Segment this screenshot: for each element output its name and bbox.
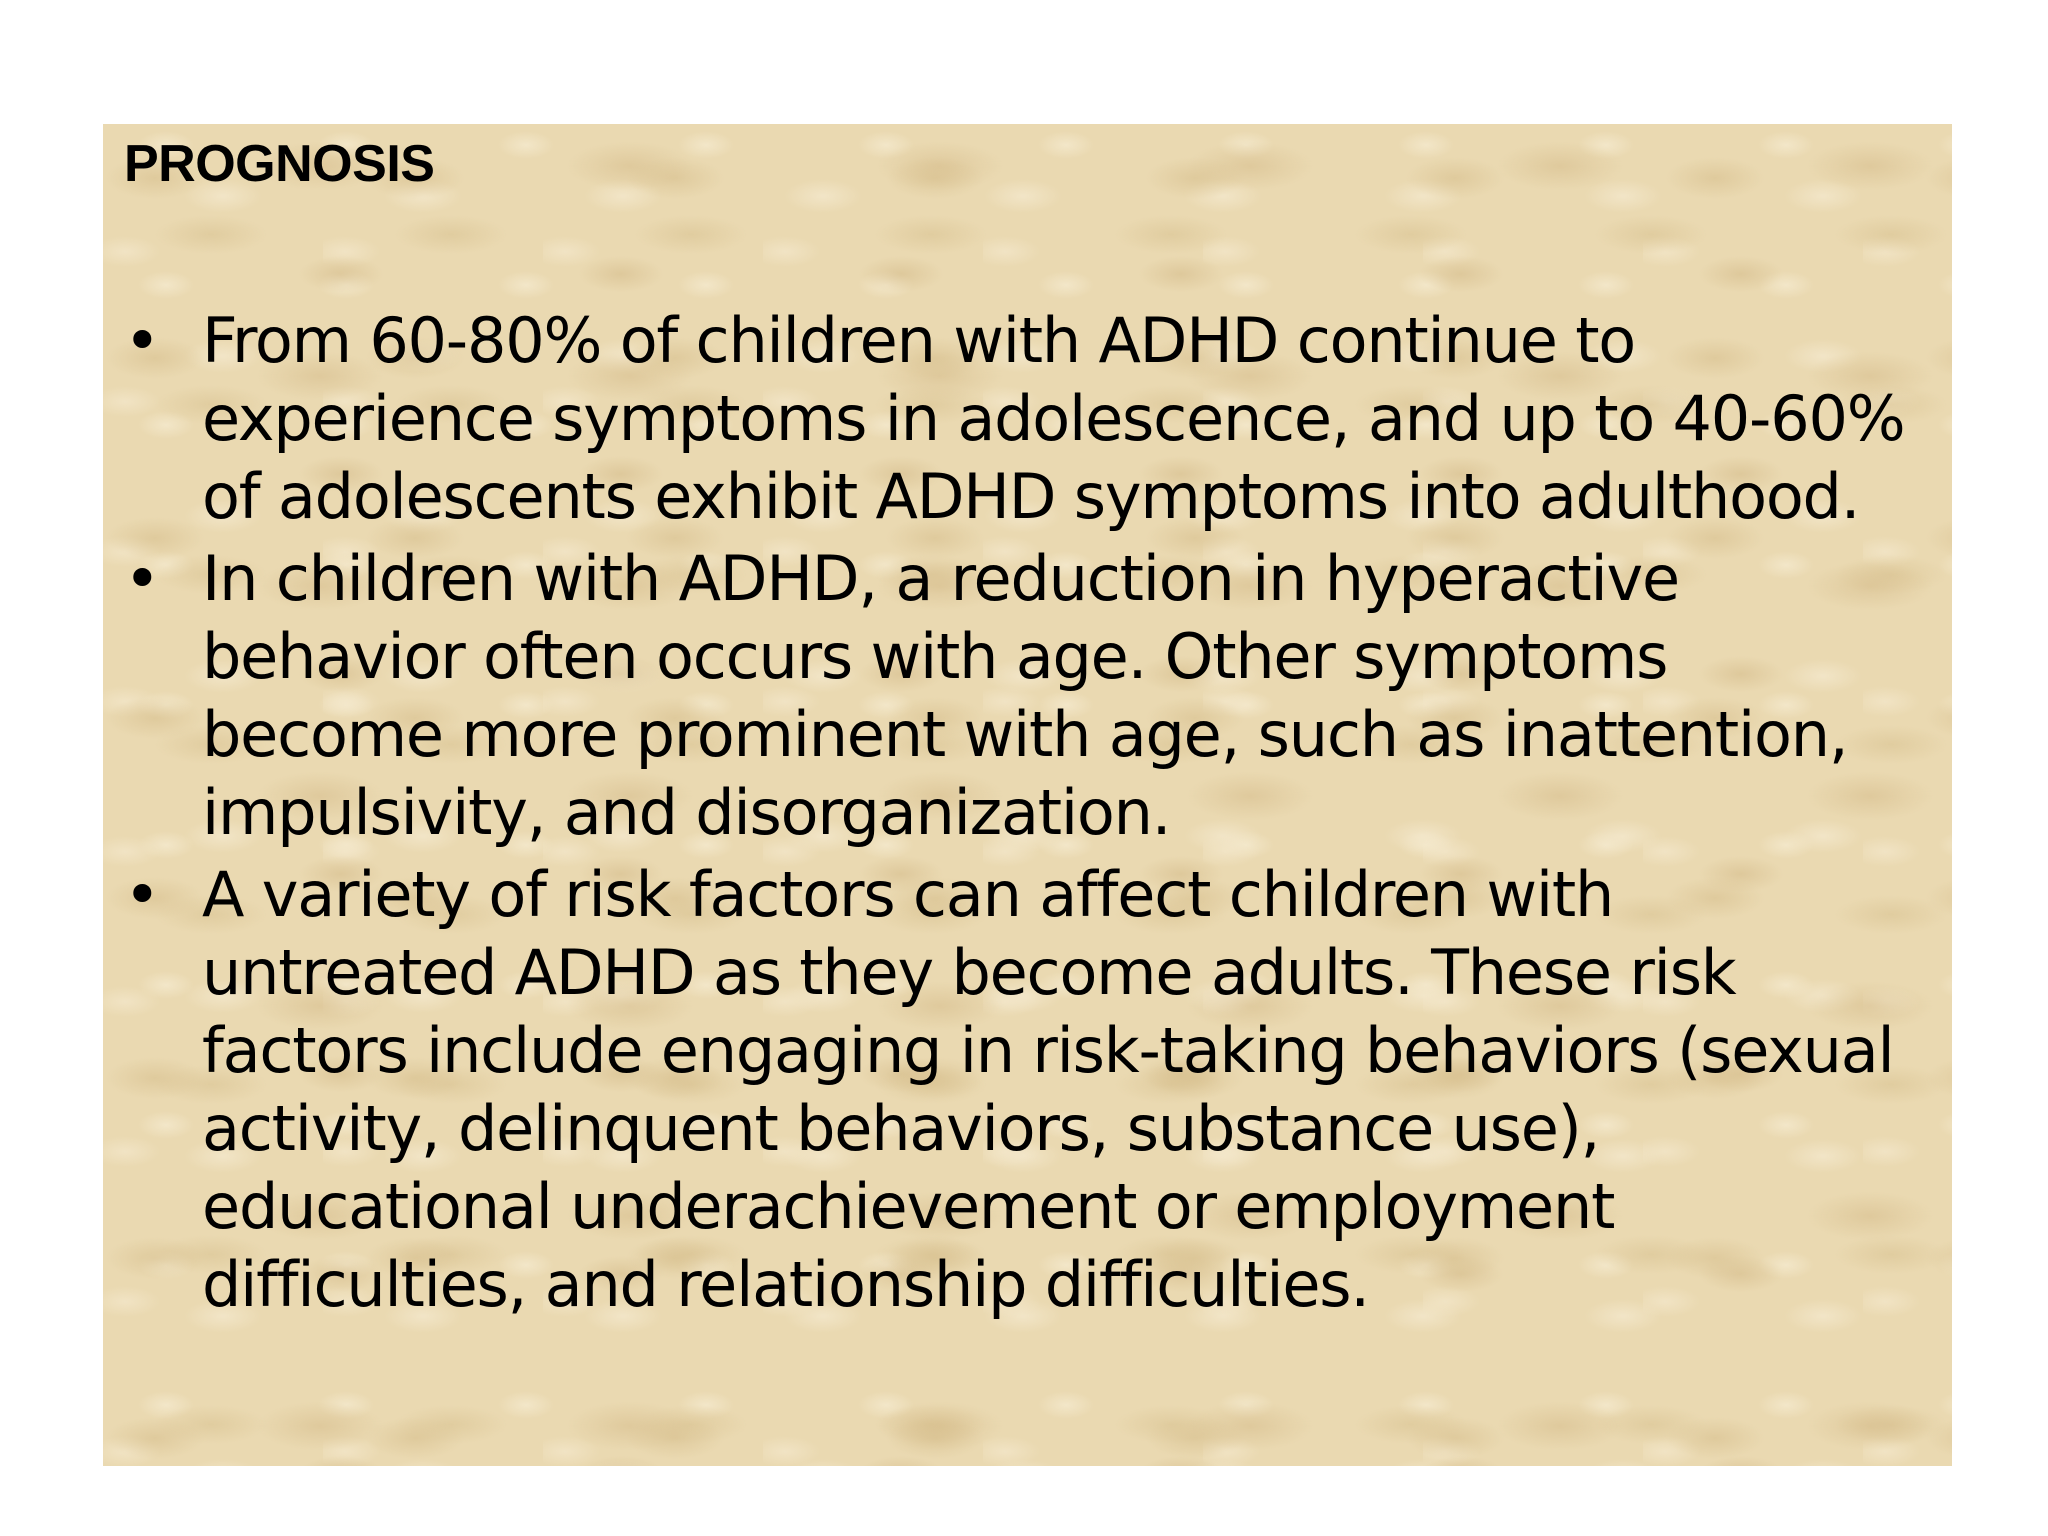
bullet-item [124, 856, 1924, 1324]
bullet-icon: • [124, 304, 160, 377]
slide-title: PROGNOSIS [124, 135, 435, 193]
bullet-text: From 60-80% of children with ADHD continue to experience symptoms in adolescence, and up to 40-60% of adolescents exhibit ADHD symptoms into adulthood. [202, 304, 1905, 533]
bullet-list [124, 302, 1924, 1328]
bullet-icon: • [124, 858, 160, 931]
bullet-icon: • [124, 542, 160, 615]
bullet-item [124, 302, 1924, 536]
bullet-item [124, 540, 1924, 852]
bullet-text: A variety of risk factors can affect children with untreated ADHD as they become adults. These risk factors include engaging in risk-taking behaviors (sexual activity, delinquent behaviors, substance use), educational underachievement or employment difficulties, and relationship difficulties. [202, 858, 1894, 1321]
bullet-text: In children with ADHD, a reduction in hyperactive behavior often occurs with age. Other symptoms become more prominent with age, such as inattention, impulsivity, and disorganization. [202, 542, 1848, 849]
